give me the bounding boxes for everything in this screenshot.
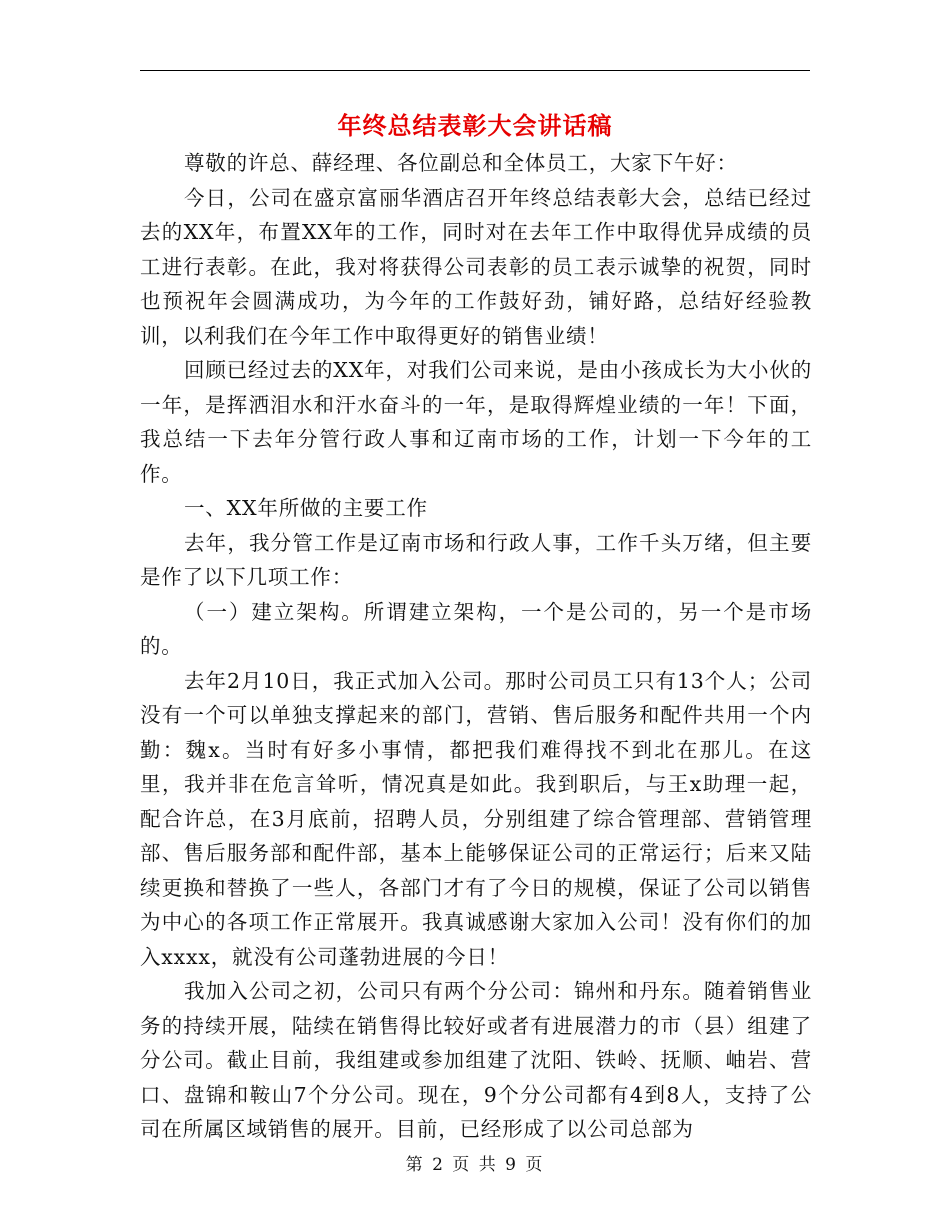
document-body <box>140 146 812 1147</box>
page-number: 第 2 页 共 9 页 <box>405 1155 545 1175</box>
subsection-heading: （一）建立架构。所谓建立架构，一个是公司的，另一个是市场的。 <box>140 599 812 658</box>
body-paragraph: 我加入公司之初，公司只有两个分公司：锦州和丹东。随着销售业务的持续开展，陆续在销售得比较好或者有进展潜力的市（县）组建了分公司。截止目前，我组建或参加组建了沈阳、铁岭、抚顺、岫岩、营口、盘锦和鞍山7个分公司。现在，9个分公司都有4到8人，支持了公司在所属区域销售的展开。目前，已经形成了以公司总部为 <box>140 979 812 1141</box>
document-title: 年终总结表彰大会讲话稿 <box>337 111 613 140</box>
header-rule <box>140 70 810 71</box>
body-paragraph: 去年，我分管工作是辽南市场和行政人事，工作千头万绪，但主要是作了以下几项工作： <box>140 530 812 589</box>
body-paragraph: 去年2月10日，我正式加入公司。那时公司员工只有13个人；公司没有一个可以单独支撑起来的部门，营销、售后服务和配件共用一个内勤：魏x。当时有好多小事情，都把我们难得找不到北在那儿。在这里，我并非在危言耸听，情况真是如此。我到职后，与王x助理一起，配合许总，在3月底前，招聘人员，分别组建了综合管理部、营销管理部、售后服务部和配件部，基本上能够保证公司的正常运行；后来又陆续更换和替换了一些人，各部门才有了今日的规模，保证了公司以销售为中心的各项工作正常展开。我真诚感谢大家加入公司！没有你们的加入xxxx，就没有公司蓬勃进展的今日！ <box>140 668 812 969</box>
body-paragraph: 今日，公司在盛京富丽华酒店召开年终总结表彰大会，总结已经过去的XX年，布置XX年的工作，同时对在去年工作中取得优异成绩的员工进行表彰。在此，我对将获得公司表彰的员工表示诚挚的祝贺，同时也预祝年会圆满成功，为今年的工作鼓好劲，铺好路，总结好经验教训，以利我们在今年工作中取得更好的销售业绩！ <box>140 185 812 348</box>
salutation-paragraph: 尊敬的许总、薛经理、各位副总和全体员工，大家下午好： <box>184 151 738 175</box>
section-heading: 一、XX年所做的主要工作 <box>184 496 428 520</box>
body-paragraph: 回顾已经过去的XX年，对我们公司来说，是由小孩成长为大小伙的一年，是挥洒泪水和汗水奋斗的一年，是取得辉煌业绩的一年！下面，我总结一下去年分管行政人事和辽南市场的工作，计划一下今年的工作。 <box>140 358 812 486</box>
